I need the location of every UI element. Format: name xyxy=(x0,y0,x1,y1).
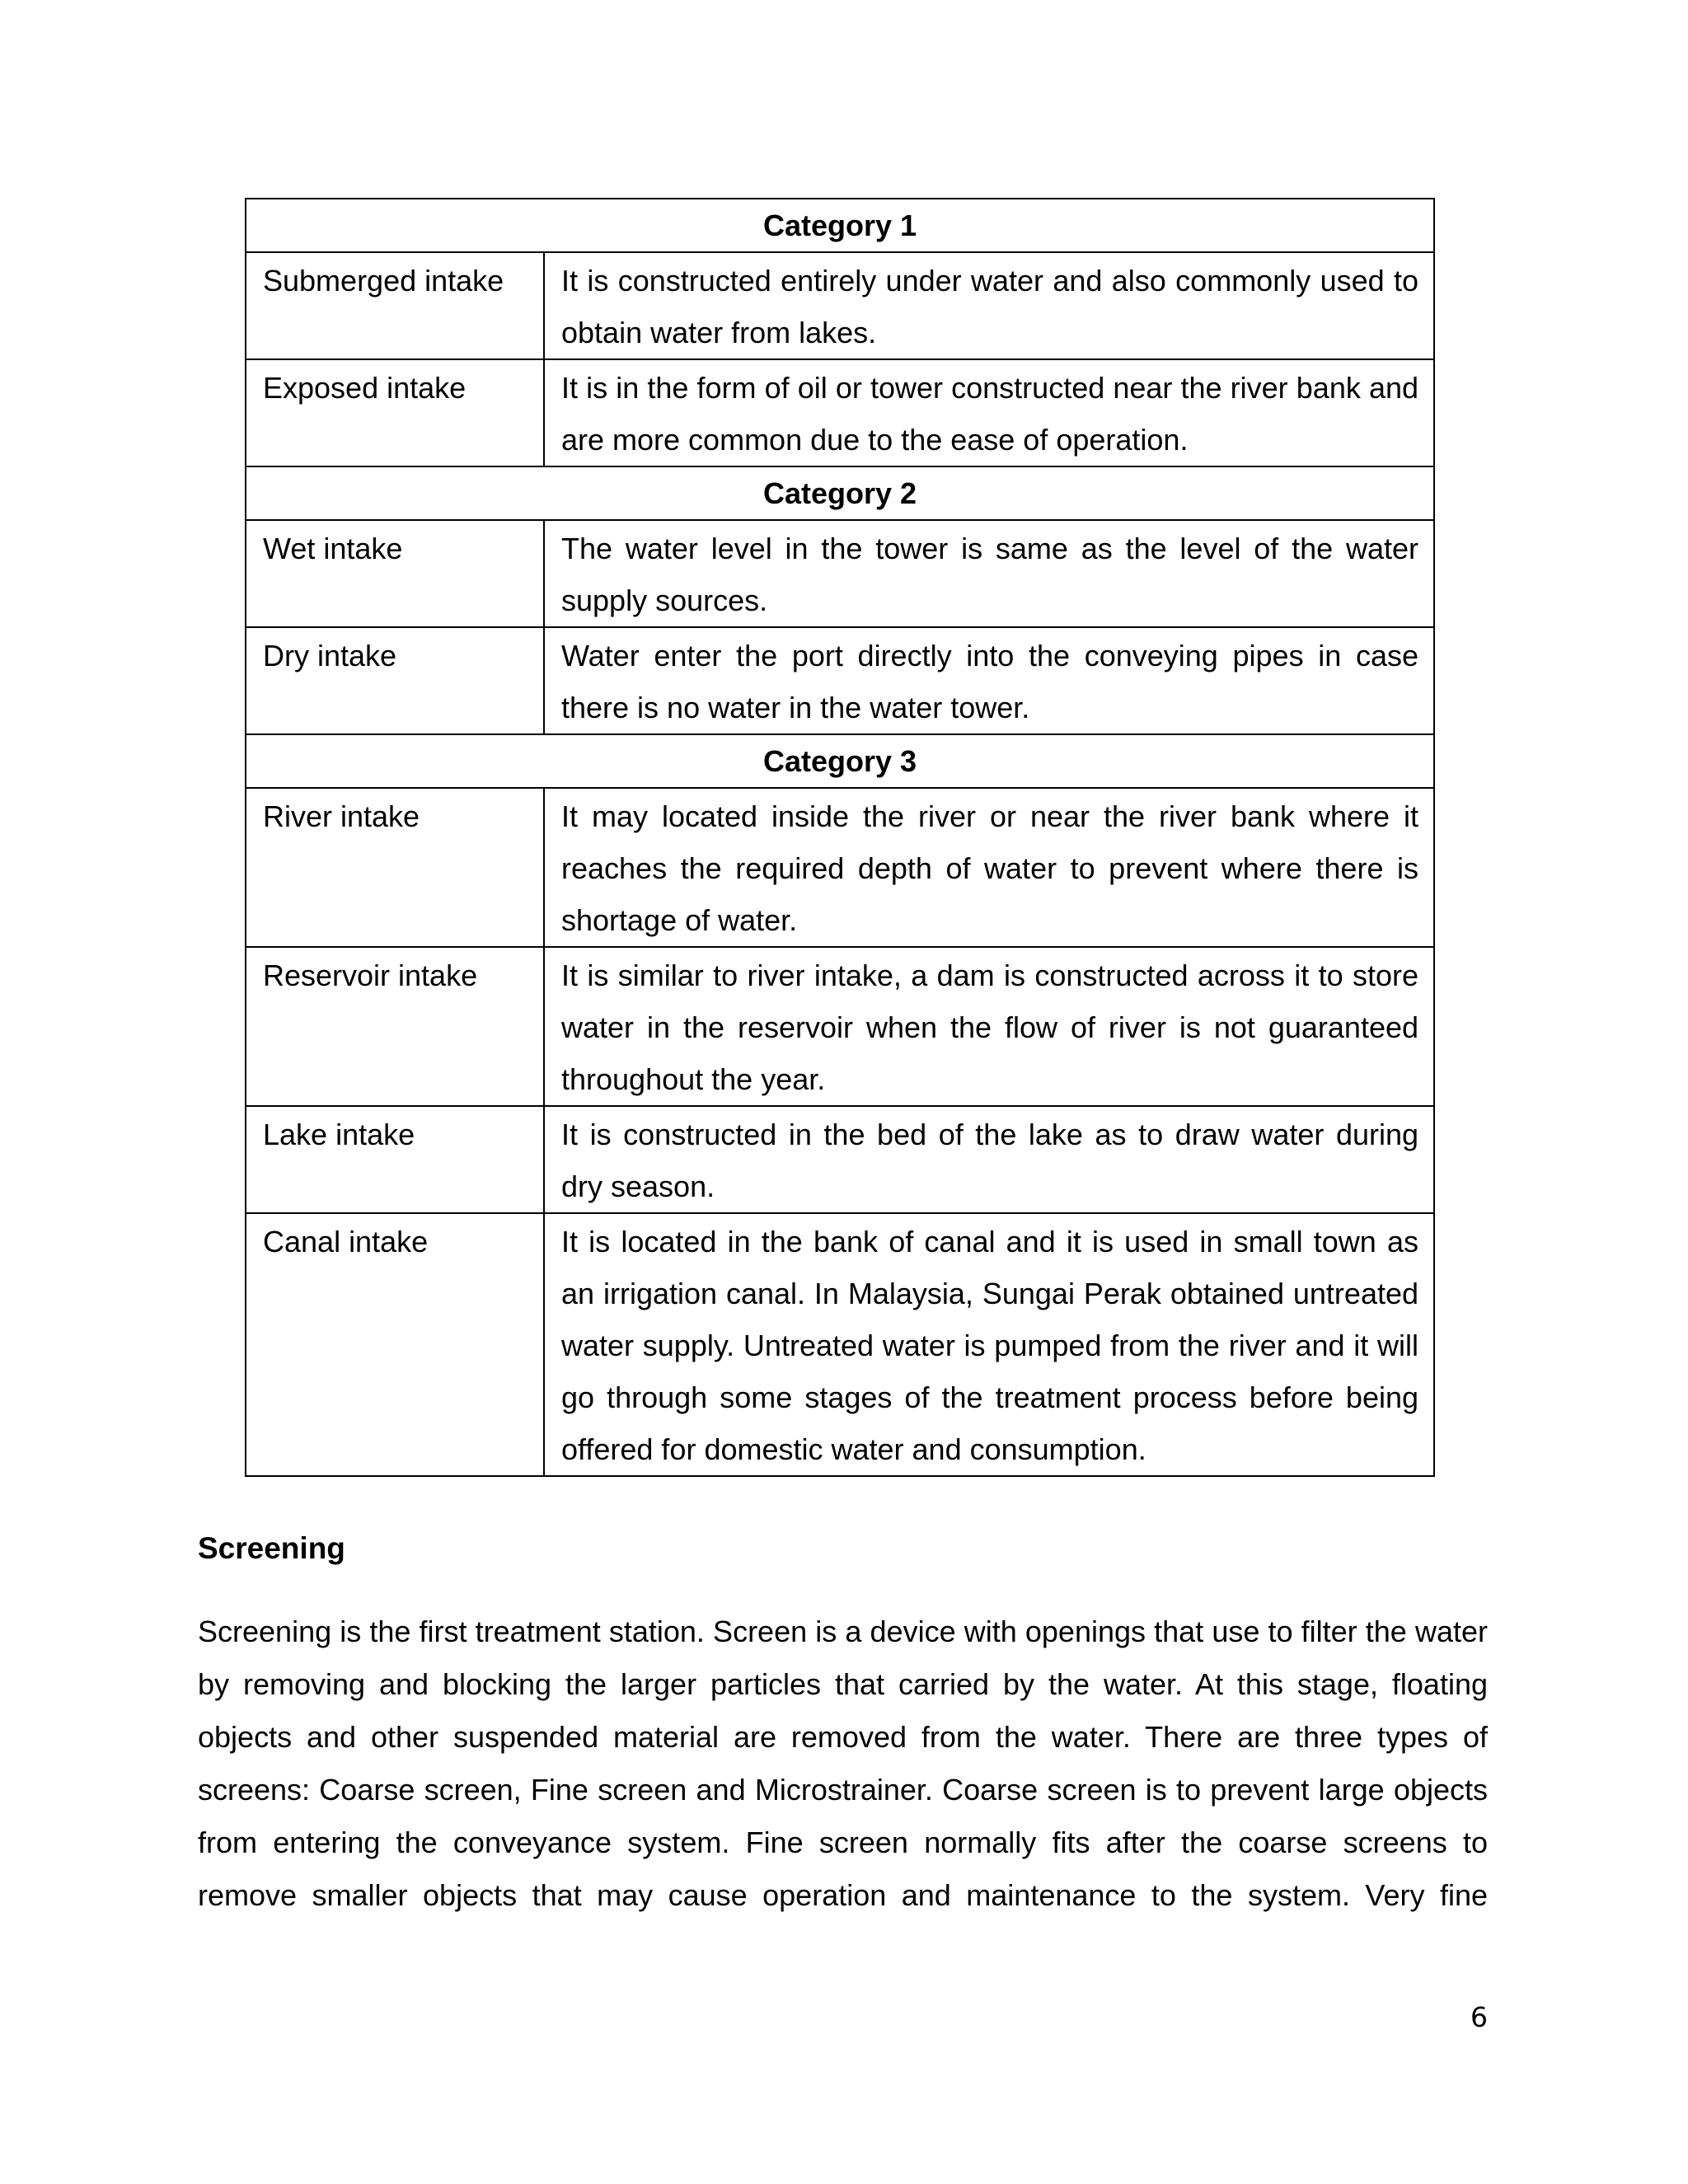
intake-description: The water level in the tower is same as the level of the water supply sources. xyxy=(544,520,1434,627)
category-title: Category 1 xyxy=(246,199,1434,252)
intake-types-table xyxy=(245,198,1435,1477)
category-header-row xyxy=(246,734,1434,788)
category-header-row xyxy=(246,466,1434,520)
table-row xyxy=(246,627,1434,734)
intake-description: It is in the form of oil or tower constructed near the river bank and are more common due to the ease of operation. xyxy=(544,359,1434,466)
intake-name: Lake intake xyxy=(246,1106,544,1213)
table-row xyxy=(246,520,1434,627)
body-paragraph: Screening is the first treatment station. Screen is a device with openings that use to filter the water by removing and blocking the larger particles that carried by the water. At this stage, floating objects and other suspended material are removed from the water. There are three types of screens: Coarse screen, Fine screen and Microstrainer. Coarse screen is to prevent large objects from entering the conveyance system. Fine screen normally fits after the coarse screens to remove smaller objects that may cause operation and maintenance to the system. Very fine xyxy=(198,1615,1488,1912)
intake-description: It is constructed entirely under water and also commonly used to obtain water from lakes. xyxy=(544,252,1434,359)
table-row xyxy=(246,1106,1434,1213)
intake-description: It is located in the bank of canal and it is used in small town as an irrigation canal. In Malaysia, Sungai Perak obtained untreated water supply. Untreated water is pumped from the river and it will go through some stages of the treatment process before being offered for domestic water and consumption. xyxy=(544,1213,1434,1476)
table-row xyxy=(246,947,1434,1106)
table-row xyxy=(246,788,1434,947)
intake-description: It is constructed in the bed of the lake as to draw water during dry season. xyxy=(544,1106,1434,1213)
page-number: 6 xyxy=(1470,2001,1488,2033)
intake-name: River intake xyxy=(246,788,544,947)
intake-name: Exposed intake xyxy=(246,359,544,466)
intake-description: It may located inside the river or near the river bank where it reaches the required depth of water to prevent where there is shortage of water. xyxy=(544,788,1434,947)
section-heading: Screening xyxy=(198,1531,345,1565)
table-row xyxy=(246,252,1434,359)
intake-name: Wet intake xyxy=(246,520,544,627)
intake-name: Dry intake xyxy=(246,627,544,734)
intake-name: Submerged intake xyxy=(246,252,544,359)
table-row xyxy=(246,1213,1434,1476)
category-title: Category 3 xyxy=(246,734,1434,788)
category-header-row xyxy=(246,199,1434,252)
intake-description: It is similar to river intake, a dam is constructed across it to store water in the reservoir when the flow of river is not guaranteed throughout the year. xyxy=(544,947,1434,1106)
category-title: Category 2 xyxy=(246,466,1434,520)
intake-description: Water enter the port directly into the conveying pipes in case there is no water in the water tower. xyxy=(544,627,1434,734)
intake-name: Canal intake xyxy=(246,1213,544,1476)
intake-name: Reservoir intake xyxy=(246,947,544,1106)
table-row xyxy=(246,359,1434,466)
